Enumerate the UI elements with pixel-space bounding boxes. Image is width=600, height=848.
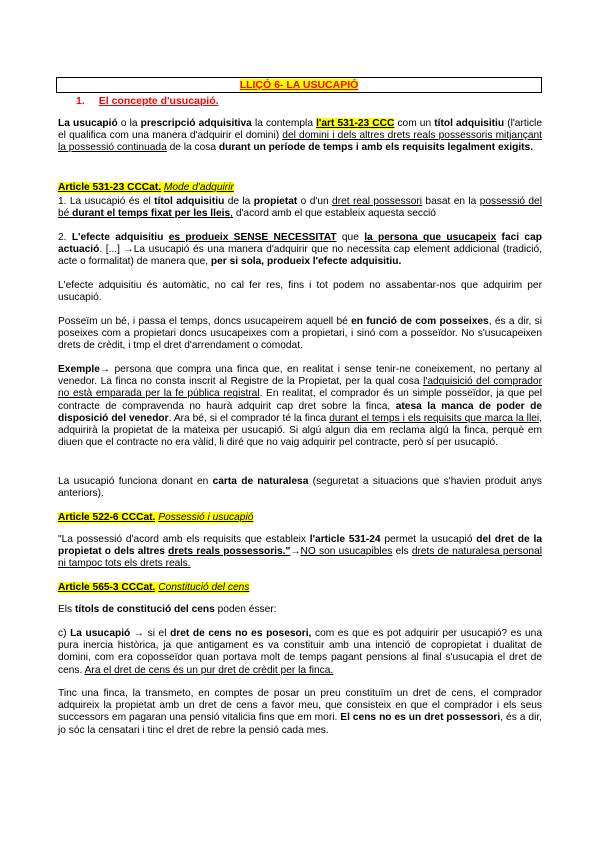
text-run: dret de cens no es posesori,: [170, 628, 312, 639]
article-desc: Constitució del cens: [158, 582, 250, 593]
text-run: o d'un: [297, 196, 333, 207]
paragraph-9: [58, 628, 542, 677]
intro-paragraph: [58, 118, 542, 155]
text-run: El cens no es un dret possessori: [340, 712, 501, 724]
text-run: La usucapió funciona donant en: [58, 476, 213, 487]
text-run: , és a dir, si poseixes com a propietari doncs usucapeixes com a propietari, i sinó com a posseïdor. No s'usucapeixen drets de crèdit, i tmp el dret d'arrendament o comodat.: [58, 316, 542, 352]
text-run: propietat: [253, 196, 298, 207]
text-run: drets reals possessoris.": [168, 546, 291, 558]
text-run: La usucapió: [58, 118, 118, 129]
text-run: que: [336, 232, 365, 243]
paragraph-10: [58, 688, 542, 737]
text-run: la contempla: [251, 118, 317, 129]
article-ref: Article 565-3 CCCat.: [58, 582, 156, 593]
text-run: de la cosa: [166, 142, 219, 154]
text-run: es produeix SENSE NECESSITAT: [168, 232, 337, 243]
text-run: del dret de la propietat o dels altres: [58, 534, 542, 558]
article-heading: [58, 582, 249, 594]
text-run: (seguretat a situacions que s'havien produit anys anteriors).: [58, 476, 542, 500]
text-run: permet la usucapió: [380, 534, 477, 545]
article-ref: Article 522-6 CCCat.: [58, 512, 156, 523]
text-run: "La possessió d'acord amb els requisits que estableix: [58, 534, 310, 545]
text-run: l'art 531-23 CCC: [316, 118, 395, 129]
text-run: els: [392, 546, 412, 558]
text-run: ,: [230, 208, 233, 220]
text-run: → persona que compra una finca que, en realitat i sense tenir-ne coneixement, no pertany al venedor. La finca no consta inscrit al Registre de la Propietat, per la qual cosa: [58, 364, 542, 388]
text-run: →: [290, 546, 301, 558]
text-run: durant el temps i els requisits que marca la llei: [329, 412, 540, 424]
text-run: com es que es pot adquirir per usucapió? es una pura inercia històrica, ja que antigament es va constituir amb una intenció de copropietat i dualitat de domini, com era coposseïdor quan portava molt de temps pagant pensions al final s'usucapia el dret de cens.: [58, 628, 542, 676]
text-run: L'efecte adquisitiu: [71, 232, 164, 243]
section-label: El concepte d'usucapió.: [98, 95, 219, 107]
text-run: l'adquisició del comprador no està emparada per la fe pública registral: [58, 376, 542, 400]
text-run: La usucapió: [70, 628, 131, 639]
text-run: c): [58, 628, 71, 639]
text-run: NO son usucapibles: [300, 546, 393, 558]
text-run: títol adquisitiu: [434, 118, 505, 129]
text-run: . En realitat, el comprador és un simple posseïdor, ja que pel contracte de compravenda no haurà adquirit cap dret sobre la finca,: [58, 388, 542, 412]
text-run: . Ara bé, si el comprador té la finca: [168, 412, 330, 424]
paragraph-2: [58, 232, 542, 269]
text-run: Ara el dret de cens és un pur dret de crèdit per la finca.: [84, 664, 334, 676]
text-run: durant un període de temps i amb els requisits legalment exigits.: [218, 142, 534, 154]
paragraph-7: [58, 534, 542, 571]
text-run: drets de naturalesa personal ni tampoc tots els drets reals.: [58, 546, 543, 570]
paragraph-3: L'efecte adquisitiu és automàtic, no cal fer res, fins i tot podem no assabentar-nos que adquirim per usucapió.: [58, 280, 542, 304]
text-run: . [...] →La usucapió és una manera d'adquirir que no necessita cap element addicional (tradició, acte o formalitat) de manera que,: [58, 244, 542, 268]
paragraph-4: [58, 316, 542, 353]
paragraph-8: [58, 604, 542, 616]
text-run: atesa la manca de poder de disposició del venedor: [58, 400, 542, 424]
text-run: títol adquisitiu: [154, 196, 225, 207]
section-heading: [76, 95, 219, 107]
paragraph-1: [58, 196, 542, 220]
text-run: , adquirirà la propietat de la mateixa per usucapió. Si algú algun dia em reclama algú la finca, perquè em diuen que el contracte no era vàlid, li diré que no vaig adquirir pel contracte, però sí per usucapió.: [58, 412, 542, 449]
text-run: , és a dir, jo sóc la censatari i tinc el dret de rebre la pensió cada mes.: [58, 712, 542, 736]
text-run: títols de constitució del cens: [74, 604, 215, 615]
lesson-title: LLIÇÓ 6- LA USUCAPIÓ: [239, 79, 359, 91]
article-desc: Mode d'adquirir: [163, 182, 234, 193]
article-desc: Possessió i usucapió: [158, 512, 254, 523]
text-run: del domini i dels altres drets reals possessoris mitjançant la possessió continuada: [58, 130, 542, 154]
text-run: l'article 531-24: [309, 534, 381, 545]
text-run: per si sola, produeix l'efecte adquisitiu.: [210, 256, 402, 268]
text-run: de la: [224, 196, 254, 207]
text-run: Tinc una finca, la transmeto, en comptes de posar un preu constituïm un dret de cens, el comprador adquireix la propietat amb un dret de cens a favor meu, que consisteix en que el comprador i els seus successors em pagaran una pensió vitalicia fins que em mori.: [58, 688, 542, 724]
section-number: 1.: [76, 95, 85, 107]
text-run: faci cap actuació: [58, 232, 542, 256]
text-run: possessió del bé: [58, 196, 542, 220]
text-run: prescripció adquisitiva: [140, 118, 252, 129]
text-run: carta de naturalesa: [212, 476, 309, 487]
paragraph-6: [58, 476, 542, 500]
text-run: → si el: [130, 628, 171, 639]
text-run: basat en la: [422, 196, 480, 207]
text-run: d'acord amb el que estableix aquesta secció: [232, 208, 436, 220]
text-run: Exemple: [58, 364, 100, 375]
text-run: 1. La usucapió és el: [58, 196, 155, 207]
text-run: Els: [58, 604, 75, 615]
paragraph-example: [58, 364, 542, 449]
text-run: en funció de com posseixes: [351, 316, 489, 327]
text-run: com un: [394, 118, 435, 129]
text-run: durant el temps fixat per les lleis: [72, 208, 231, 220]
text-run: (l'article el qualifica com una manera d'adquirir el domini): [58, 118, 542, 142]
text-run: o la: [117, 118, 141, 129]
text-run: la persona que usucapeix: [364, 232, 497, 243]
article-heading: [58, 512, 253, 524]
article-ref: Article 531-23 CCCat.: [58, 182, 162, 193]
text-run: 2.: [58, 232, 72, 243]
article-heading: [58, 182, 234, 194]
text-run: dret real possessori: [332, 196, 423, 207]
text-run: Posseïm un bé, i passa el temps, doncs usucapeirem aquell bé: [58, 316, 352, 327]
lesson-title-box: [56, 77, 542, 93]
text-run: poden ésser:: [214, 604, 277, 615]
